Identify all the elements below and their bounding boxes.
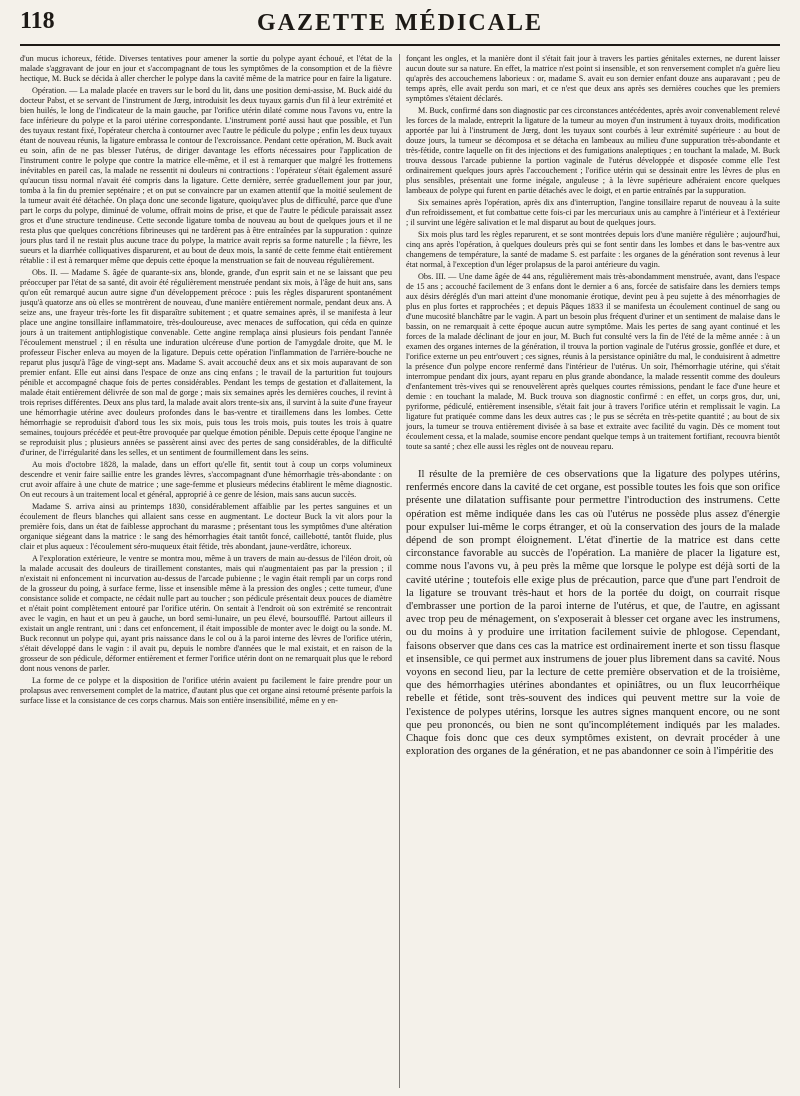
paragraph-conclusion: Il résulte de la première de ces observations que la ligature des polypes utérins, renfermés encore dans la cavité de cet organe, est possible toutes les fois que son orifice présente une dilatation suffisante pour permettre l'introduction des instrumens. Cette opération est même indiquée dans les cas où l'utérus ne possède plus assez d'énergie pour expulser lui-même le corps étranger, et où la conservation des jours de la malade dépend de son prompt éloignement. L'état d'inertie de la matrice est dans cette circonstance favorable au succès de l'opération. La manière de placer la ligature est, comme nous l'avons vu, à peu près la même que lorsque le polype est déjà sorti de la cavité utérine ; toutefois elle exige plus de précaution, parce que d'une part l'endroit de la ligature se trouvant très-haut et hors de la portée du doigt, on courrait risque d'embrasser une portion de la paroi interne de l'utérus, et que, de l'autre, en agissant avec trop peu de ménagement, on s'exposerait à blesser cet organe avec les instrumens, ou du moins à y produire une irritation facilement suivie de phlogose. Cependant, faisons observer que dans ces cas la matrice est ordinairement inerte et son tissu flasque et insensible, ce qui permet aux instrumens de jouer plus librement dans sa cavité. Nous voyons en second lieu, par la lecture de cette première observation et de la troisième, que des hémorrhagies utérines abondantes et opiniâtres, ou un flux leucorrhéique rebelle et fétide, sont très-souvent des indices qui peuvent mettre sur la voie de l'existence de polypes utérins, lorsque les autres signes manquent encore, ou ne sont que peu prononcés, ou bien ne sont qu'incomplétement indiqués par les malades. Chaque fois donc que ces deux symptômes existent, on devrait procéder à une exploration des organes de la génération, et ne pas abandonner ce soin à l'impéritie des [406,469,780,758]
paragraph-buck-diagnosis: M. Buck, confirmé dans son diagnostic par ces circonstances antécédentes, après avoir convenablement relevé les forces de la malade, entreprit la ligature de la tumeur au moyen d'un instrument à tuyaux droits, modification apportée par lui à l'instrument de Jœrg, dont les tuyaux sont courbés à leur extrémité supérieure : au bout de douze jours, la tumeur se décomposa et se détacha en lambeaux au milieu d'une suppuration très-abondante et très-fétide, contre laquelle on fit des injections et des fumigations analeptiques ; en touchant la malade, M. Buck trouva dessous l'arcade pubienne la portion vaginale de l'utérus développée et disposée comme elle l'est ordinairement quelques jours après l'accouchement ; l'orifice utérin qui se dessinait entre les lèvres de plus en plus sensibles, présentait une forme inégale, anguleuse ; à la lèvre supérieure adhéraient encore quelques lambeaux de polype qui furent en partie détachés avec le doigt, et en partie entraînés par la suppuration. [406,106,780,195]
journal-title: GAZETTE MÉDICALE [256,10,544,36]
right-column [406,54,780,1088]
paragraph-exploration: A l'exploration extérieure, le ventre se montra mou, même à un travers de main au-dessus de l'iléon droit, où la malade accusait des douleurs de tiraillement constantes, mais qui n'augmentaient pas par la pression ; il n'existait ni enfoncement ni incurvation au-dessus de l'arcade pubienne ; le vagin était rempli par un corps rond de la grosseur du poing, à surface ferme, lisse et insensible même à la pression des ongles ; cette tumeur, d'une consistance solide et compacte, ne cédait nulle part au toucher ; son pédicule présentait deux pouces de diamètre et n'était point complètement entouré par l'orifice utérin. On sentait à l'endroit où son extrémité se rencontrait avec le vagin, en haut et un peu à gauche, un bord semi-lunaire, un peu élevé, boursoufflé. Partout ailleurs il existait un angle rentrant, uni : dans cet enfoncement, il était impossible de monter avec le doigt ou la sonde. M. Buck reconnut un polype qui, ayant pris naissance dans le col ou à la paroi interne des lèvres de l'orifice utérin, s'était développé dans le vagin : il avait pu, depuis le nombre d'années que le mal existait, et en raison de la grosseur de son pédicule, déformer entièrement et fermer l'orifice utérin dont on ne remarquait plus que le rebord dont nous venons de parler. [20,554,392,673]
paragraph-six-months: Six mois plus tard les règles reparurent, et se sont montrées depuis lors d'une manière régulière ; aujourd'hui, cinq ans après l'opération, à quelques douleurs près qui se font sentir dans les lombes et dans le bas-ventre aux changemens de température, la santé de madame S. est parfaite : les organes de la génération sont revenus à leur état normal, à l'exception d'un léger prolapsus de la paroi antérieure du vagin. [406,230,780,269]
paragraph-spring-1830: Madame S. arriva ainsi au printemps 1830, considérablement affaiblie par les pertes sanguines et un écoulement de fleurs blanches qui allaient sans cesse en augmentant. Le docteur Buck la vit alors pour la première fois, dans un état de faiblesse approchant du marasme ; présentant tous les symptômes d'une altération organique siégeant dans la matrice : le sang des hémorrhagies était tantôt foncé, caillebotté, tantôt fluide, plus clair et plus aqueux : l'écoulement séro-muqueux était fétide, très abondant, jaune-verdâtre, ichoreux. [20,502,392,551]
paragraph-continuation: d'un mucus ichoreux, fétide. Diverses tentatives pour amener la sortie du polype ayant échoué, et l'état de la malade s'aggravant de jour en jour et s'accompagnant de tous les symptômes de la consomption et de la fièvre hectique, M. Buck se décida à aller chercher le polype dans la cavité même de la matrice pour en faire la ligature. [20,54,392,83]
paragraph-six-weeks: Six semaines après l'opération, après dix ans d'interruption, l'angine tonsillaire reparut de nouveau à la suite d'un refroidissement, et fut combattue cette fois-ci par les mercuriaux unis au camphre à l'intérieur et à l'extérieur ; il survint une légère salivation et le mal disparut au bout de quelques jours. [406,198,780,227]
page-number: 118 [20,8,55,34]
left-column [20,54,392,1088]
column-divider [399,54,400,1088]
paragraph-polype-form: La forme de ce polype et la disposition de l'orifice utérin avaient pu facilement le faire prendre pour un prolapsus avec renversement complet de la matrice, d'autant plus que cet organe ainsi retourné présente parfois la surface lisse et la consistance de ces corps charnus. Mais son entière insensibilité, même en y en- [20,676,392,705]
page-header [20,6,780,46]
paragraph-continuation: fonçant les ongles, et la manière dont il s'était fait jour à travers les parties génitales externes, ne durent laisser aucun doute sur sa nature. En effet, la matrice n'est point si insensible, et son renversement complet n'a guère lieu qu'après des accouchemens laborieux : or, madame S. avait eu son dernier enfant douze ans auparavant ; peu de temps après, elle avait perdu son mari, et ce n'est que deux ans après ses dernières couches que les premiers symptômes s'étaient déclarés. [406,54,780,103]
paragraph-operation: Opération. — La malade placée en travers sur le bord du lit, dans une position demi-assise, M. Buck aidé du docteur Pabst, et se servant de l'instrument de Jœrg, introduisit les deux tuyaux garnis d'un fil à leur extrémité et bien huilés, le long de l'indicateur de la main gauche, par l'orifice utérin dilaté comme nous l'avons vu, entre la face inférieure du polype et la paroi utérine correspondante. L'instrument porté aussi haut que possible, et l'un des tuyaux restant fixé, l'opérateur chercha à contourner avec l'autre le pédicule du polype ; enfin les deux tuyaux étant de nouveau réunis, la ligature embrassa le contour de l'excroissance. Pendant cette opération, M. Buck avait eu soin, afin de ne pas blesser l'utérus, de diriger davantage les efforts nécessaires pour l'application de l'instrument contre le polype que contre la matrice elle-même, et il est à remarquer que malgré les frottemens inévitables en pareil cas, la malade ne ressentit ni douleurs ni contractions : l'opérateur s'était également assuré qu'aucun tissu normal n'avait été compris dans la ligature. Cette dernière, serrée graduellement jour par jour, tomba à la fin du premier septénaire ; et on put se convaincre par un examen attentif que la moitié seulement de la tumeur avait été détachée. On plaça donc une seconde ligature, quoiqu'avec plus de difficulté, parce que d'une part le corps du polype, diminué de volume, offrait moins de prise, et que de l'autre le pédicule paraissait assez gros et d'une structure tendineuse. Cette seconde ligature tomba de nouveau au bout de quelques jours et il ne resta plus que quelques concrétions fibrineuses qui ne tardèrent pas à être entraînées par la suppuration : quinze jours plus tard il ne restait plus aucune trace du polype, la matrice avait repris sa forme naturelle ; la fièvre, les sueurs et la diarrhée colliquatives disparurent, et au bout de deux mois, la santé de cette femme était entièrement rétablie : il est à remarquer même que depuis cette époque la menstruation se fait de nouveau régulièrement. [20,86,392,265]
paragraph-obs-3: Obs. III. — Une dame âgée de 44 ans, régulièrement mais très-abondamment menstruée, avant, dans l'espace de 15 ans ; accouché facilement de 3 enfans dont le dernier a 6 ans, forcée de satisfaire dans les derniers temps aux désirs déréglés d'un mari atteint d'une monomanie érotique, devint peu à peu sujette à des ménorrhagies de plus en plus fortes et rapprochées ; et depuis Pâques 1833 il se manifesta un écoulement continuel de sang ou d'une mucosité blanchâtre par le vagin. A part un besoin plus fréquent d'uriner et un sentiment de malaise dans le bassin, on ne remarquait à cette époque aucun autre symptôme. Mais les pertes de sang ayant continué et les forces de la malade déclinant de jour en jour, M. Buch fut consulté vers la fin de l'été de la même année : à un examen des organes internes de la génération, il trouva la portion vaginale de l'utérus grossie, gonflée et dure, et l'orifice externe un peu entr'ouvert ; ces signes, réunis à la persistance opiniâtre du mal, le conduisirent à admettre la présence d'un polype encore renfermé dans l'intérieur de l'utérus. Un soir, l'hémorrhagie utérine, qui s'était interrompue pendant dix jours, ayant reparu en plus grande abondance, la malade ressentit comme des douleurs d'enfantement très-vives qui se renouvelèrent après quelques courtes rémissions, pendant le face d'une heure et demie : en touchant la malade, M. Buck trouva son diagnostic confirmé : en effet, un corps gros, dur, uni, pyriforme, pédiculé, entièrement insensible, s'était fait jour à travers l'orifice utérin et remplissait le vagin. La ligature fut pratiquée comme dans les deux autres cas ; le pus se sécréta en très-petite quantité ; au bout de six jours, la tumeur se trouva entièrement divisée à sa base et extraite avec facilité du vagin. Dès ce moment tout écoulement cessa, et la malade, soumise encore pendant quelque temps à un traitement fortifiant, recouvra bientôt toute sa santé ; chez elle aussi les règles ont de nouveau reparu. [406,272,780,451]
paragraph-october-1828: Au mois d'octobre 1828, la malade, dans un effort qu'elle fit, sentit tout à coup un corps volumineux descendre et venir faire saillie entre les grandes lèvres, s'accompagnant d'une hémorrhagie très-abondante : on crut avoir affaire à une chute de matrice ; une sage-femme et plusieurs médecins établirent le même diagnostic. On eut recours à un traitement local et général, approprié à ce genre de lésion, mais sans aucun succès. [20,460,392,499]
paragraph-obs-2: Obs. II. — Madame S. âgée de quarante-six ans, blonde, grande, d'un esprit sain et ne se laissant que peu préoccuper par l'état de sa santé, dit avoir été régulièrement menstruée pendant six mois, à l'âge de huit ans, sans qu'on eût remarqué aucun autre signe d'un développement précoce : puis les règles disparurent spontanément jusqu'à quatorze ans où elles se montrèrent de nouveau, d'une manière entièrement normale, pendant deux ans. A seize ans, une frayeur très-forte les fit disparaître subitement ; et quatre semaines après, il se manifesta à leur place une angine tonsillaire inflammatoire, très-douloureuse, avec menaces de suffocation, qui céda en quinze jours à un traitement antiphlogistique convenable. Cette angine remplaça ainsi plusieurs fois pendant l'année l'écoulement menstruel ; il en résulta une induration ulcéreuse d'une portion de l'amygdale droite, que M. le professeur Fischer enleva au moyen de la ligature. Depuis cette opération l'inflammation de l'arrière-bouche ne reparut plus jusqu'à l'âge de vingt-sept ans. Madame S. avait accouché deux ans et six mois auparavant de son premier enfant. Elle eut ainsi dans l'espace de onze ans cinq enfans ; le travail de la parturition fut toujours pénible et accompagné chaque fois de pertes considérables. Pendant les temps de gestation et d'allaitement, la malade était entièrement délivrée de son mal de gorge ; mais six semaines après les dernières couches, il revint à trois reprises différentes. Deux ans plus tard, la malade avait alors trente-six ans, il survint à la suite d'une frayeur une hémorrhagie utérine avec douleurs profondes dans le bas-ventre et tiraillemens dans les lombes. Cette hémorrhagie se reproduisit d'abord tous les six mois, puis tous les trois mois, puis toutes les trois à quatre semaines, toujours précédée et peut-être provoquée par quelque émotion pénible. Depuis cette époque l'angine ne se reproduisit plus ; plusieurs années se passèrent ainsi avec des pertes de sang considérables, de la difficulté d'uriner, de l'irrégularité dans les selles, et un sentiment de fourmillement dans les seins. [20,268,392,457]
